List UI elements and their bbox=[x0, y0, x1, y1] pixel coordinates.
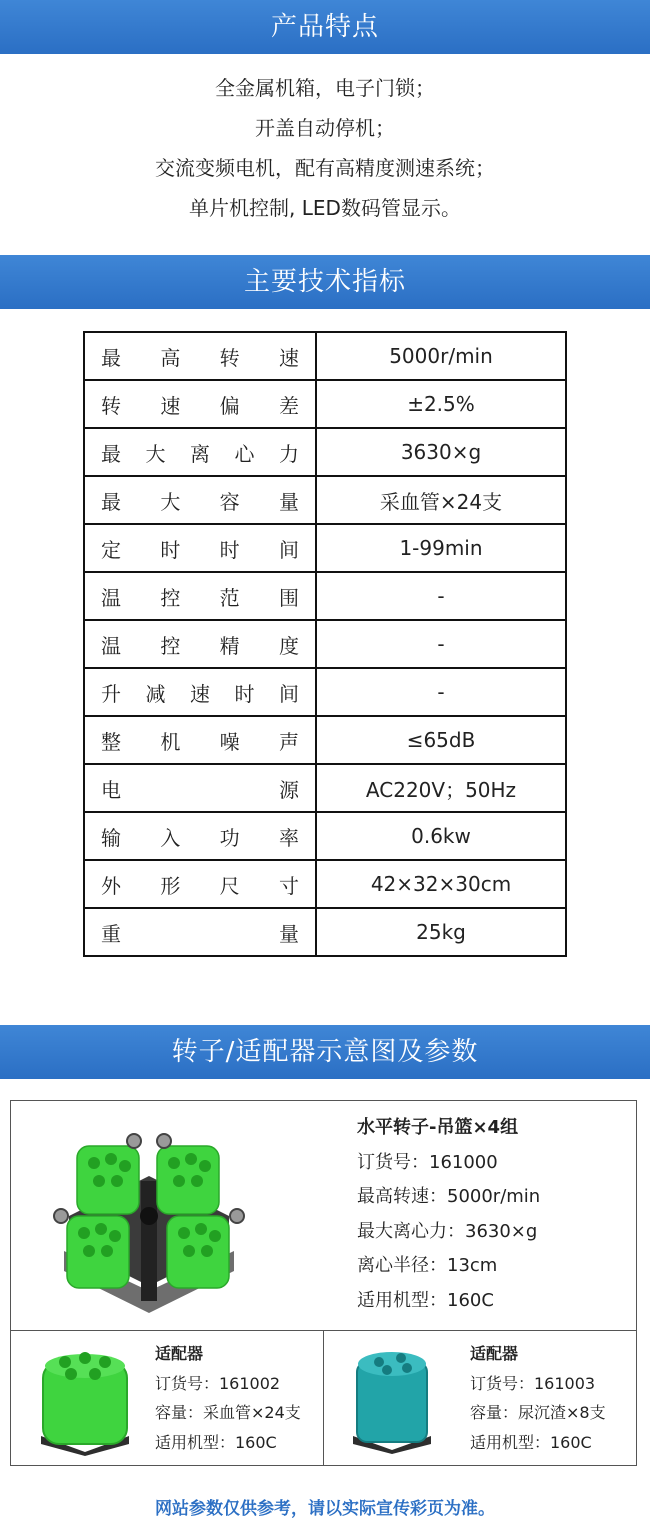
spec-label-char: 时 bbox=[234, 681, 255, 706]
feature-line: 交流变频电机，配有高精度测速系统； bbox=[155, 156, 495, 180]
feature-line: 开盖自动停机； bbox=[255, 116, 395, 140]
spec-label-char: 最 bbox=[101, 441, 121, 466]
rotor-image bbox=[49, 1121, 249, 1321]
divider bbox=[323, 1330, 324, 1466]
spec-value: 5000r/min bbox=[316, 332, 566, 380]
rotor-title: 水平转子-吊篮×4组 bbox=[357, 1117, 519, 1138]
spec-label bbox=[84, 860, 316, 908]
spec-label bbox=[84, 620, 316, 668]
spec-row bbox=[84, 668, 566, 716]
spec-row bbox=[84, 332, 566, 380]
spec-label-char: 输 bbox=[101, 825, 121, 850]
spec-label-char: 偏 bbox=[219, 393, 240, 418]
spec-label-char: 范 bbox=[219, 585, 240, 610]
spec-row bbox=[84, 812, 566, 860]
spec-label-char: 量 bbox=[278, 489, 299, 514]
spec-label bbox=[84, 428, 316, 476]
spec-row bbox=[84, 476, 566, 524]
spec-value: - bbox=[316, 572, 566, 620]
adapter-title: 适配器 bbox=[155, 1344, 204, 1363]
spec-label-char: 速 bbox=[278, 345, 299, 370]
spec-value: ±2.5% bbox=[316, 380, 566, 428]
adapter-capacity: 容量：尿沉渣×8支 bbox=[470, 1403, 606, 1422]
features-banner: 产品特点 bbox=[0, 0, 650, 54]
spec-label-char: 时 bbox=[160, 537, 181, 562]
spec-label-char: 寸 bbox=[278, 873, 299, 898]
spec-value: AC220V；50Hz bbox=[316, 764, 566, 812]
spec-label-char: 温 bbox=[101, 633, 121, 658]
spec-label bbox=[84, 764, 316, 812]
spec-value: 42×32×30cm bbox=[316, 860, 566, 908]
spec-row bbox=[84, 572, 566, 620]
rotor-banner: 转子/适配器示意图及参数 bbox=[0, 1025, 650, 1079]
spec-value: 0.6kw bbox=[316, 812, 566, 860]
spec-label-char: 速 bbox=[160, 393, 181, 418]
spec-label-char: 定 bbox=[101, 537, 121, 562]
spec-label-char: 间 bbox=[278, 537, 299, 562]
spec-label-char: 大 bbox=[160, 489, 181, 514]
spec-label-char: 控 bbox=[160, 633, 181, 658]
spec-label-char: 机 bbox=[160, 729, 181, 754]
rotor-model: 适用机型：160C bbox=[357, 1289, 494, 1311]
spec-row bbox=[84, 716, 566, 764]
spec-label-char: 最 bbox=[101, 489, 121, 514]
spec-label-char: 整 bbox=[101, 729, 121, 754]
rotor-info bbox=[357, 1111, 540, 1318]
spec-label-char: 间 bbox=[279, 681, 299, 706]
adapter-green-image bbox=[37, 1348, 133, 1456]
spec-value: 3630×g bbox=[316, 428, 566, 476]
rotor-order: 订货号：161000 bbox=[357, 1151, 498, 1173]
spec-label-char: 高 bbox=[160, 345, 181, 370]
spec-label-char: 温 bbox=[101, 585, 121, 610]
spec-label-char: 尺 bbox=[219, 873, 240, 898]
spec-label-char: 容 bbox=[219, 489, 240, 514]
spec-label-char: 率 bbox=[278, 825, 299, 850]
spec-label-char: 功 bbox=[219, 825, 240, 850]
spec-label-char: 时 bbox=[219, 537, 240, 562]
spec-label bbox=[84, 908, 316, 956]
spec-table bbox=[83, 331, 567, 957]
spec-label-char: 力 bbox=[279, 441, 299, 466]
spec-label-char: 心 bbox=[234, 441, 255, 466]
feature-line: 全金属机箱，电子门锁； bbox=[215, 76, 435, 100]
adapter-info-1 bbox=[155, 1339, 301, 1457]
adapter-info-2 bbox=[470, 1339, 606, 1457]
adapter-title: 适配器 bbox=[470, 1344, 519, 1363]
adapter-order: 订货号：161003 bbox=[470, 1373, 596, 1393]
spec-row bbox=[84, 908, 566, 956]
spec-label-char: 入 bbox=[160, 825, 181, 850]
spec-label-char: 控 bbox=[160, 585, 181, 610]
spec-label-char: 大 bbox=[145, 441, 166, 466]
footer-note: 网站参数仅供参考，请以实际宣传彩页为准。 bbox=[155, 1499, 495, 1519]
specs-banner: 主要技术指标 bbox=[0, 255, 650, 309]
spec-row bbox=[84, 620, 566, 668]
spec-row bbox=[84, 764, 566, 812]
spec-label bbox=[84, 524, 316, 572]
spec-label bbox=[84, 572, 316, 620]
adapter-model: 适用机型：160C bbox=[155, 1432, 277, 1452]
spec-label bbox=[84, 476, 316, 524]
rotor-panel bbox=[10, 1100, 637, 1466]
rotor-radius: 离心半径：13cm bbox=[357, 1255, 498, 1276]
features-list bbox=[0, 68, 650, 228]
spec-label-char: 最 bbox=[101, 345, 121, 370]
spec-label-char: 量 bbox=[279, 921, 299, 946]
spec-label-char: 转 bbox=[219, 345, 240, 370]
spec-label-char: 噪 bbox=[219, 729, 240, 754]
spec-label-char: 电 bbox=[101, 777, 121, 802]
spec-label-char: 减 bbox=[145, 681, 166, 706]
spec-row bbox=[84, 428, 566, 476]
spec-row bbox=[84, 860, 566, 908]
spec-value: 采血管×24支 bbox=[316, 476, 566, 524]
spec-value: ≤65dB bbox=[316, 716, 566, 764]
rotor-max-rcf: 最大离心力：3630×g bbox=[357, 1220, 538, 1242]
spec-label-char: 源 bbox=[279, 777, 299, 802]
spec-value: - bbox=[316, 668, 566, 716]
spec-value: 25kg bbox=[316, 908, 566, 956]
spec-label-char: 速 bbox=[190, 681, 210, 706]
spec-row bbox=[84, 380, 566, 428]
spec-label-char: 围 bbox=[278, 585, 299, 610]
adapter-order: 订货号：161002 bbox=[155, 1373, 281, 1393]
spec-label-char: 离 bbox=[190, 441, 210, 466]
spec-label bbox=[84, 332, 316, 380]
spec-label-char: 差 bbox=[278, 393, 299, 418]
rotor-max-speed: 最高转速：5000r/min bbox=[357, 1186, 541, 1207]
spec-label bbox=[84, 668, 316, 716]
spec-label-char: 外 bbox=[101, 873, 121, 898]
spec-label-char: 升 bbox=[101, 681, 121, 706]
spec-label bbox=[84, 716, 316, 764]
spec-label-char: 度 bbox=[278, 633, 299, 658]
spec-label-char: 转 bbox=[101, 393, 121, 418]
spec-label-char: 精 bbox=[219, 633, 240, 658]
spec-label bbox=[84, 812, 316, 860]
adapter-capacity: 容量：采血管×24支 bbox=[155, 1403, 301, 1422]
spec-value: 1-99min bbox=[316, 524, 566, 572]
spec-label-char: 重 bbox=[101, 921, 121, 946]
spec-value: - bbox=[316, 620, 566, 668]
spec-label bbox=[84, 380, 316, 428]
spec-row bbox=[84, 524, 566, 572]
spec-label-char: 声 bbox=[278, 729, 299, 754]
adapter-model: 适用机型：160C bbox=[470, 1432, 592, 1452]
spec-label-char: 形 bbox=[160, 873, 181, 898]
feature-line: 单片机控制, LED数码管显示。 bbox=[189, 196, 461, 220]
adapter-teal-image bbox=[349, 1344, 435, 1454]
